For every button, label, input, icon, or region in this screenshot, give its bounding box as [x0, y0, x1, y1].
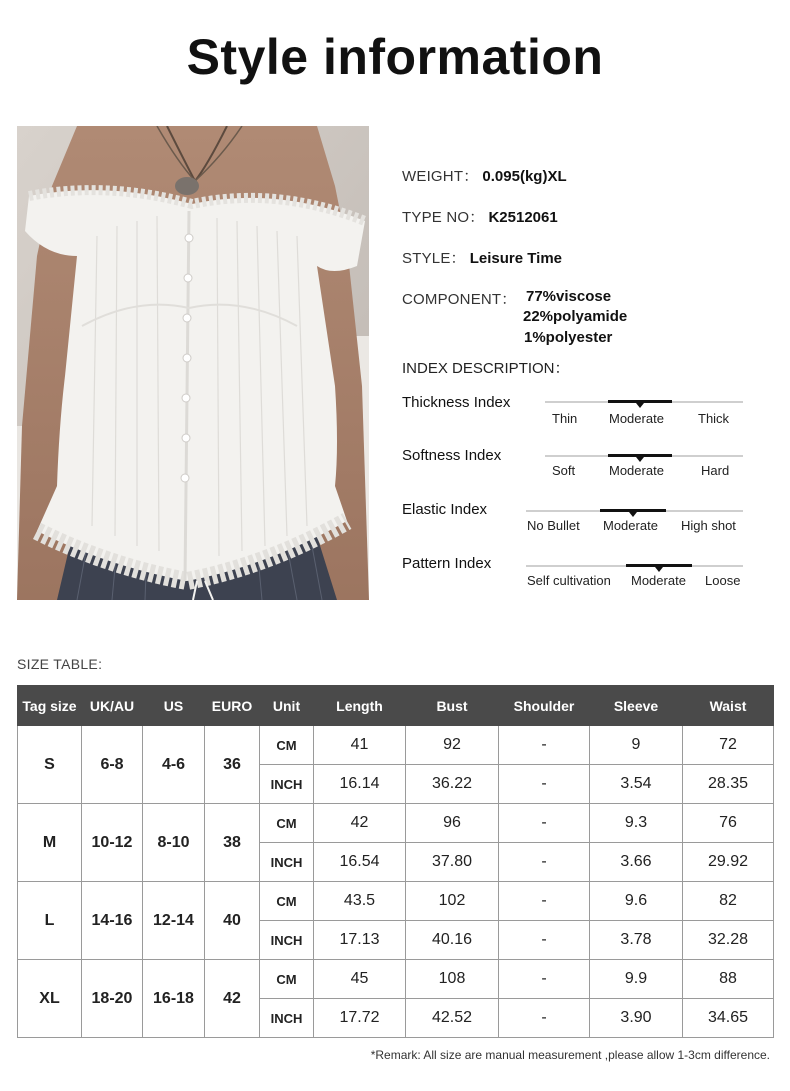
component-label: COMPONENT：	[402, 291, 517, 308]
table-row	[18, 960, 774, 999]
bust-cell: 37.80	[406, 843, 499, 882]
elastic-option: Moderate	[603, 518, 658, 533]
component-row	[402, 288, 517, 309]
thickness-option: Thin	[552, 411, 578, 426]
component-value: 77%viscose	[526, 288, 612, 305]
pattern-option: Moderate	[631, 573, 686, 588]
bust-cell: 36.22	[406, 765, 499, 804]
unit-cell: INCH	[260, 999, 314, 1038]
column-header: Unit	[260, 686, 314, 726]
pattern-option: Self cultivation	[527, 573, 611, 588]
unit-cell: INCH	[260, 843, 314, 882]
product-photo	[17, 126, 369, 600]
elastic-option: High shot	[681, 518, 736, 533]
column-header: Sleeve	[590, 686, 683, 726]
table-row	[18, 804, 774, 843]
tag-size-cell: XL	[18, 960, 82, 1038]
weight-label: WEIGHT：	[402, 168, 479, 185]
style-row	[402, 247, 562, 268]
waist-cell: 28.35	[683, 765, 774, 804]
column-header: Length	[314, 686, 406, 726]
page-title: Style information	[186, 29, 604, 85]
bust-cell: 108	[406, 960, 499, 999]
length-cell: 43.5	[314, 882, 406, 921]
pattern-marker-icon	[655, 567, 663, 572]
sleeve-cell: 3.90	[590, 999, 683, 1038]
unit-cell: CM	[260, 882, 314, 921]
waist-cell: 76	[683, 804, 774, 843]
bust-cell: 102	[406, 882, 499, 921]
column-header: Waist	[683, 686, 774, 726]
column-header: Tag size	[18, 686, 82, 726]
elastic-index-label: Elastic Index	[402, 501, 488, 518]
component-value: 22%polyamide	[523, 308, 628, 325]
bust-cell: 96	[406, 804, 499, 843]
sleeve-cell: 3.66	[590, 843, 683, 882]
waist-cell: 29.92	[683, 843, 774, 882]
weight-row	[402, 165, 567, 186]
type-row	[402, 206, 558, 227]
unit-cell: CM	[260, 726, 314, 765]
ukau-cell: 18-20	[82, 960, 143, 1038]
size-table-title: SIZE TABLE:	[17, 656, 103, 672]
sleeve-cell: 9.3	[590, 804, 683, 843]
tag-size-cell: M	[18, 804, 82, 882]
column-header: Shoulder	[499, 686, 590, 726]
style-label: STYLE：	[402, 250, 466, 267]
length-cell: 16.54	[314, 843, 406, 882]
us-cell: 12-14	[143, 882, 205, 960]
shoulder-cell: -	[499, 804, 590, 843]
us-cell: 8-10	[143, 804, 205, 882]
length-cell: 45	[314, 960, 406, 999]
unit-cell: CM	[260, 960, 314, 999]
sleeve-cell: 9.6	[590, 882, 683, 921]
ukau-cell: 6-8	[82, 726, 143, 804]
length-cell: 41	[314, 726, 406, 765]
shoulder-cell: -	[499, 999, 590, 1038]
shoulder-cell: -	[499, 960, 590, 999]
unit-cell: CM	[260, 804, 314, 843]
euro-cell: 40	[205, 882, 260, 960]
thickness-marker-icon	[636, 403, 644, 408]
softness-option: Moderate	[609, 463, 664, 478]
shoulder-cell: -	[499, 882, 590, 921]
euro-cell: 42	[205, 960, 260, 1038]
type-label: TYPE NO：	[402, 209, 485, 226]
softness-marker-icon	[636, 457, 644, 462]
column-header: Bust	[406, 686, 499, 726]
ukau-cell: 14-16	[82, 882, 143, 960]
bust-cell: 40.16	[406, 921, 499, 960]
pattern-option: Loose	[705, 573, 741, 588]
unit-cell: INCH	[260, 765, 314, 804]
us-cell: 4-6	[143, 726, 205, 804]
waist-cell: 82	[683, 882, 774, 921]
waist-cell: 88	[683, 960, 774, 999]
shoulder-cell: -	[499, 726, 590, 765]
remark-note: *Remark: All size are manual measurement ,please allow 1-3cm difference.	[370, 1048, 770, 1062]
shoulder-cell: -	[499, 921, 590, 960]
sleeve-cell: 9.9	[590, 960, 683, 999]
style-value: Leisure Time	[469, 250, 562, 267]
waist-cell: 34.65	[683, 999, 774, 1038]
length-cell: 17.13	[314, 921, 406, 960]
sleeve-cell: 3.54	[590, 765, 683, 804]
bust-cell: 92	[406, 726, 499, 765]
euro-cell: 38	[205, 804, 260, 882]
table-row	[18, 726, 774, 765]
softness-option: Soft	[552, 463, 576, 478]
elastic-option: No Bullet	[527, 518, 580, 533]
waist-cell: 32.28	[683, 921, 774, 960]
waist-cell: 72	[683, 726, 774, 765]
length-cell: 42	[314, 804, 406, 843]
weight-value: 0.095(kg)XL	[482, 168, 567, 185]
length-cell: 17.72	[314, 999, 406, 1038]
tag-size-cell: S	[18, 726, 82, 804]
euro-cell: 36	[205, 726, 260, 804]
pattern-index-label: Pattern Index	[402, 555, 492, 572]
index-description-label: INDEX DESCRIPTION：	[402, 360, 570, 377]
thickness-option: Thick	[698, 411, 730, 426]
column-header: UK/AU	[82, 686, 143, 726]
size-table	[17, 685, 774, 1038]
softness-index-label: Softness Index	[402, 447, 502, 464]
tag-size-cell: L	[18, 882, 82, 960]
elastic-marker-icon	[629, 512, 637, 517]
us-cell: 16-18	[143, 960, 205, 1038]
sleeve-cell: 3.78	[590, 921, 683, 960]
bust-cell: 42.52	[406, 999, 499, 1038]
shoulder-cell: -	[499, 765, 590, 804]
column-header: EURO	[205, 686, 260, 726]
sleeve-cell: 9	[590, 726, 683, 765]
thickness-option: Moderate	[609, 411, 664, 426]
unit-cell: INCH	[260, 921, 314, 960]
ukau-cell: 10-12	[82, 804, 143, 882]
component-value: 1%polyester	[524, 329, 613, 346]
thickness-index-label: Thickness Index	[402, 394, 511, 411]
length-cell: 16.14	[314, 765, 406, 804]
shoulder-cell: -	[499, 843, 590, 882]
softness-option: Hard	[701, 463, 730, 478]
column-header: US	[143, 686, 205, 726]
type-value: K2512061	[488, 209, 558, 226]
table-row	[18, 882, 774, 921]
table-header-row	[18, 686, 774, 726]
